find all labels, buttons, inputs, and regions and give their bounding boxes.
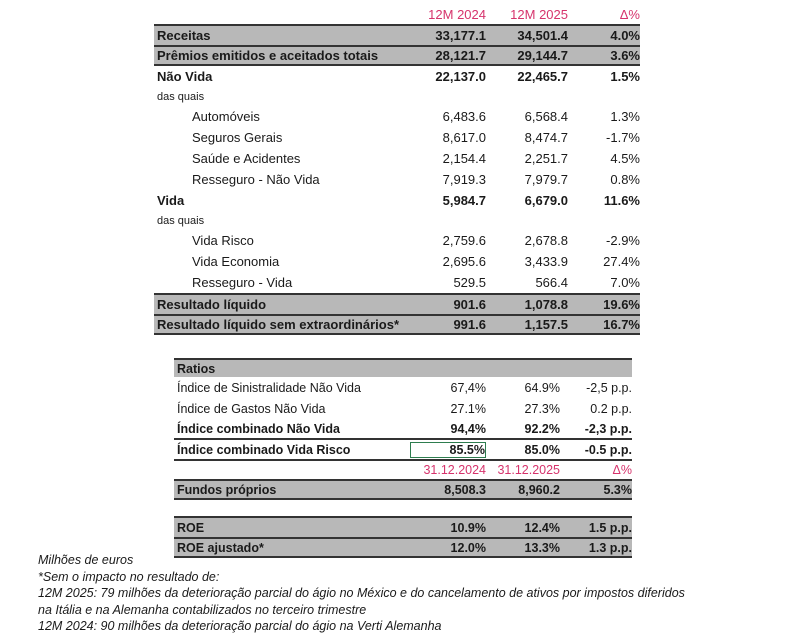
- value-delta: -1.7%: [606, 130, 640, 145]
- subheading: das quais: [157, 90, 205, 103]
- table-row: [154, 272, 640, 293]
- value-2025: 6,568.4: [524, 109, 568, 124]
- table-row: [154, 127, 640, 148]
- value-delta: 19.6%: [603, 297, 640, 312]
- value-2024: 2,695.6: [442, 254, 486, 269]
- value-2024: 5,984.7: [442, 193, 486, 208]
- value-2025: 29,144.7: [517, 48, 568, 63]
- row-label: Resseguro - Vida: [192, 275, 293, 290]
- value-2025: 7,979.7: [524, 172, 568, 187]
- row-label: Índice de Sinistralidade Não Vida: [177, 380, 361, 395]
- subheading-row: [154, 87, 640, 106]
- subheading-row: [154, 211, 640, 230]
- col-header-delta: Δ%: [619, 6, 640, 22]
- value-2025: 3,433.9: [524, 254, 568, 269]
- value-delta: -0.5 p.p.: [584, 442, 632, 457]
- row-label: Prêmios emitidos e aceitados totais: [157, 48, 379, 63]
- footnote: na Itália e na Alemanha contabilizados no terceiro trimestre: [38, 602, 367, 617]
- row-label: Não Vida: [157, 69, 213, 84]
- value-2025: 27.3%: [524, 401, 560, 416]
- value-2024: 6,483.6: [442, 109, 486, 124]
- subheading: das quais: [157, 214, 205, 227]
- value-2025: 92.2%: [524, 421, 560, 436]
- value-2024: 12.0%: [450, 540, 486, 555]
- value-2025: 85.0%: [524, 442, 560, 457]
- value-delta: 0.8%: [610, 172, 640, 187]
- row-label: Vida Economia: [192, 254, 280, 269]
- header-row-2: [174, 461, 632, 479]
- table-row: [154, 190, 640, 211]
- value-delta: 1.5%: [610, 69, 640, 84]
- ratios-header: [174, 358, 632, 377]
- value-delta: 4.5%: [610, 151, 640, 166]
- col-header-31-12-2024: 31.12.2024: [423, 463, 486, 477]
- value-2024: 10.9%: [450, 520, 486, 535]
- table-row: [154, 45, 640, 66]
- row-label: Seguros Gerais: [192, 130, 283, 145]
- row-label: Saúde e Acidentes: [192, 151, 301, 166]
- value-2024: 8,508.3: [444, 482, 486, 497]
- col-header-2025: 12M 2025: [510, 6, 568, 22]
- row-label: Resultado líquido sem extraordinários*: [157, 317, 399, 332]
- value-delta: 0.2 p.p.: [590, 401, 632, 416]
- footnote: Milhões de euros: [38, 553, 134, 567]
- ratio-row: [174, 398, 632, 419]
- row-label: Índice de Gastos Não Vida: [177, 401, 326, 416]
- row-label: Índice combinado Não Vida: [177, 421, 340, 436]
- ratios-table: [174, 358, 632, 558]
- value-2025: 2,251.7: [524, 151, 568, 166]
- row-label: Vida: [157, 193, 185, 208]
- table-row: [154, 293, 640, 314]
- table-row: [154, 230, 640, 251]
- roe-row: [174, 516, 632, 537]
- value-delta: -2.9%: [606, 233, 640, 248]
- value-2024: 991.6: [453, 317, 486, 332]
- value-2025: 2,678.8: [524, 233, 568, 248]
- value-2025: 1,078.8: [524, 297, 568, 312]
- value-delta: -2,5 p.p.: [586, 380, 632, 395]
- table-row: [154, 169, 640, 190]
- value-2024[interactable]: 85.5%: [410, 442, 486, 458]
- value-delta: 1.3 p.p.: [588, 540, 632, 555]
- value-2024: 2,154.4: [442, 151, 486, 166]
- value-delta: -2,3 p.p.: [584, 421, 632, 436]
- value-2025: 64.9%: [524, 380, 560, 395]
- footnote: *Sem o impacto no resultado de:: [38, 569, 220, 584]
- value-2024: 27.1%: [450, 401, 486, 416]
- value-2024: 67,4%: [450, 380, 486, 395]
- results-table: [154, 4, 640, 335]
- value-2025: 566.4: [535, 275, 568, 290]
- ratio-row: [174, 377, 632, 398]
- footnote: 12M 2024: 90 milhões da deterioração parcial do ágio na Verti Alemanha: [38, 619, 442, 633]
- value-2025: 12.4%: [524, 520, 560, 535]
- table-row: [154, 251, 640, 272]
- value-delta: 11.6%: [603, 193, 640, 208]
- ratios-title: Ratios: [177, 361, 216, 376]
- table-row: [154, 106, 640, 127]
- row-label: Resseguro - Não Vida: [192, 172, 320, 187]
- value-delta: 27.4%: [603, 254, 640, 269]
- value-2025: 34,501.4: [517, 28, 568, 43]
- table-row: [154, 66, 640, 87]
- value-delta: 16.7%: [603, 317, 640, 332]
- table-row: [154, 24, 640, 45]
- fundos-row: [174, 479, 632, 500]
- table-row: [154, 148, 640, 169]
- value-2024: 22,137.0: [435, 69, 486, 84]
- table-row: [154, 314, 640, 335]
- value-2024: 94,4%: [450, 421, 486, 436]
- row-label: ROE ajustado*: [177, 540, 264, 555]
- value-2024: 7,919.3: [442, 172, 486, 187]
- footnotes: [38, 552, 685, 635]
- row-label: Automóveis: [192, 109, 260, 124]
- value-delta: 5.3%: [603, 482, 632, 497]
- value-delta: 1.3%: [610, 109, 640, 124]
- col-header-31-12-2025: 31.12.2025: [497, 463, 560, 477]
- value-2024: 529.5: [453, 275, 486, 290]
- row-label: ROE: [177, 520, 205, 535]
- value-2025: 6,679.0: [524, 193, 568, 208]
- value-delta: 7.0%: [610, 275, 640, 290]
- row-label: Fundos próprios: [177, 482, 277, 497]
- value-delta: 1.5 p.p.: [588, 520, 632, 535]
- value-2024: 901.6: [453, 297, 486, 312]
- col-header-2024: 12M 2024: [428, 6, 486, 22]
- value-2025: 1,157.5: [524, 317, 568, 332]
- value-2025: 22,465.7: [517, 69, 568, 84]
- value-delta: 3.6%: [610, 48, 640, 63]
- row-label: Resultado líquido: [157, 297, 267, 312]
- value-2024: 33,177.1: [435, 28, 486, 43]
- value-2024: 2,759.6: [442, 233, 486, 248]
- ratio-row: [174, 440, 632, 461]
- value-2024: 28,121.7: [435, 48, 486, 63]
- header-row: [154, 4, 640, 24]
- footnote: 12M 2025: 79 milhões da deterioração parcial do ágio no México e do cancelamento de ativos por impostos diferidos: [38, 586, 685, 600]
- ratio-row: [174, 419, 632, 440]
- col-header-delta-2: Δ%: [612, 463, 632, 477]
- value-2024: 8,617.0: [442, 130, 486, 145]
- row-label: Índice combinado Vida Risco: [177, 442, 351, 457]
- row-label: Receitas: [157, 28, 211, 43]
- value-2025: 8,474.7: [524, 130, 568, 145]
- value-delta: 4.0%: [610, 28, 640, 43]
- value-2025: 8,960.2: [518, 482, 560, 497]
- value-2025: 13.3%: [524, 540, 560, 555]
- row-label: Vida Risco: [192, 233, 254, 248]
